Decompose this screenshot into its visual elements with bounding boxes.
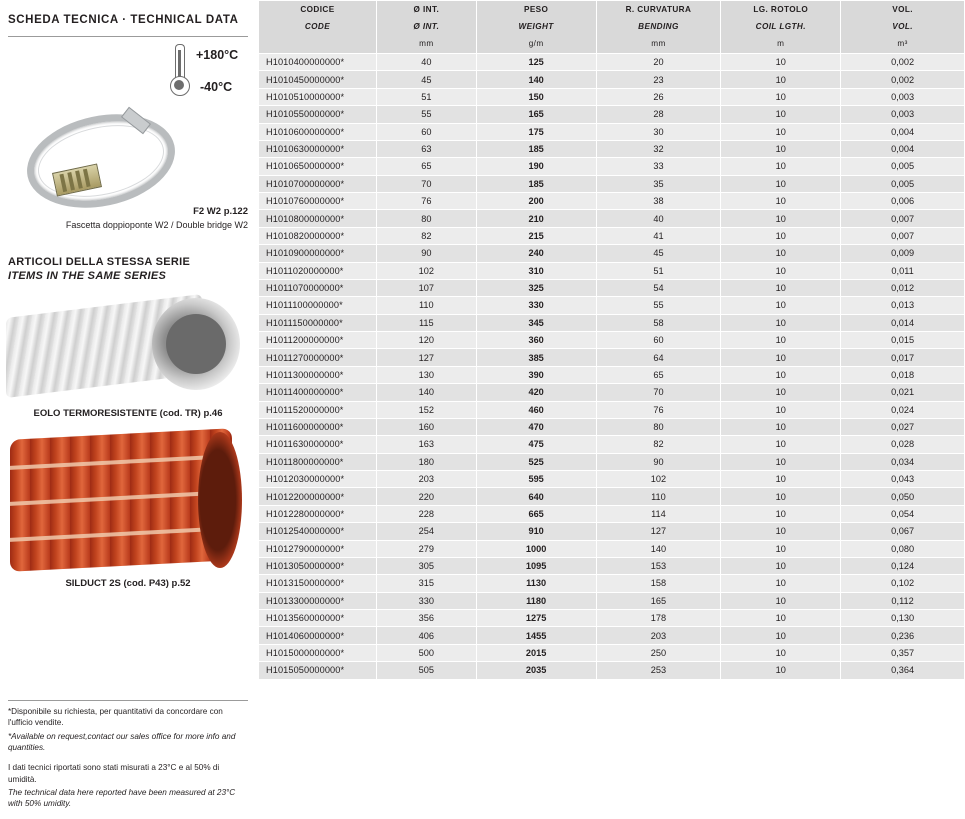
table-row bbox=[259, 662, 965, 679]
cell-weight: 175 bbox=[476, 123, 596, 140]
cell-coil: 10 bbox=[721, 557, 841, 574]
cell-bending: 20 bbox=[596, 54, 721, 71]
cell-volume: 0,027 bbox=[841, 418, 965, 435]
cell-diameter: 160 bbox=[376, 418, 476, 435]
col-header-diameter-it: Ø INT. bbox=[376, 1, 476, 19]
left-info-panel bbox=[0, 0, 258, 816]
cell-diameter: 70 bbox=[376, 175, 476, 192]
table-row bbox=[259, 418, 965, 435]
cell-code: H1012030000000* bbox=[259, 471, 377, 488]
cell-volume: 0,130 bbox=[841, 610, 965, 627]
cell-bending: 250 bbox=[596, 644, 721, 661]
cell-coil: 10 bbox=[721, 471, 841, 488]
cell-coil: 10 bbox=[721, 627, 841, 644]
cell-bending: 165 bbox=[596, 592, 721, 609]
cell-weight: 420 bbox=[476, 384, 596, 401]
table-head bbox=[259, 1, 965, 54]
cell-coil: 10 bbox=[721, 71, 841, 88]
cell-diameter: 203 bbox=[376, 471, 476, 488]
table-row bbox=[259, 106, 965, 123]
cell-coil: 10 bbox=[721, 158, 841, 175]
cell-weight: 165 bbox=[476, 106, 596, 123]
cell-volume: 0,021 bbox=[841, 384, 965, 401]
cell-bending: 82 bbox=[596, 436, 721, 453]
cell-code: H1010510000000* bbox=[259, 88, 377, 105]
cell-diameter: 127 bbox=[376, 349, 476, 366]
cell-bending: 178 bbox=[596, 610, 721, 627]
cell-weight: 1130 bbox=[476, 575, 596, 592]
cell-bending: 41 bbox=[596, 227, 721, 244]
cell-code: H1011300000000* bbox=[259, 366, 377, 383]
cell-bending: 64 bbox=[596, 349, 721, 366]
series-title-en: ITEMS IN THE SAME SERIES bbox=[8, 270, 167, 282]
cell-volume: 0,112 bbox=[841, 592, 965, 609]
cell-coil: 10 bbox=[721, 245, 841, 262]
footnotes bbox=[8, 706, 238, 819]
cell-volume: 0,034 bbox=[841, 453, 965, 470]
unit-bending: mm bbox=[596, 35, 721, 54]
cell-bending: 45 bbox=[596, 245, 721, 262]
cell-diameter: 279 bbox=[376, 540, 476, 557]
divider-bottom bbox=[8, 700, 248, 701]
cell-weight: 1095 bbox=[476, 557, 596, 574]
table-row bbox=[259, 627, 965, 644]
cell-code: H1011020000000* bbox=[259, 262, 377, 279]
table-row bbox=[259, 88, 965, 105]
cell-diameter: 55 bbox=[376, 106, 476, 123]
cell-coil: 10 bbox=[721, 366, 841, 383]
cell-code: H1011270000000* bbox=[259, 349, 377, 366]
cell-coil: 10 bbox=[721, 227, 841, 244]
technical-data-table bbox=[258, 0, 965, 680]
cell-volume: 0,054 bbox=[841, 505, 965, 522]
cell-diameter: 220 bbox=[376, 488, 476, 505]
cell-code: H1011400000000* bbox=[259, 384, 377, 401]
cell-code: H1013150000000* bbox=[259, 575, 377, 592]
cell-diameter: 45 bbox=[376, 71, 476, 88]
cell-code: H1012540000000* bbox=[259, 523, 377, 540]
cell-weight: 595 bbox=[476, 471, 596, 488]
series-title-it: ARTICOLI DELLA STESSA SERIE bbox=[8, 256, 191, 268]
cell-code: H1011800000000* bbox=[259, 453, 377, 470]
cell-volume: 0,067 bbox=[841, 523, 965, 540]
unit-weight: g/m bbox=[476, 35, 596, 54]
cell-volume: 0,012 bbox=[841, 279, 965, 296]
cell-coil: 10 bbox=[721, 88, 841, 105]
cell-code: H1010600000000* bbox=[259, 123, 377, 140]
divider-top bbox=[8, 36, 248, 37]
cell-code: H1011100000000* bbox=[259, 297, 377, 314]
hose-clamp-image bbox=[10, 110, 210, 205]
cell-bending: 203 bbox=[596, 627, 721, 644]
cell-volume: 0,003 bbox=[841, 88, 965, 105]
cell-diameter: 65 bbox=[376, 158, 476, 175]
table-row bbox=[259, 471, 965, 488]
cell-volume: 0,017 bbox=[841, 349, 965, 366]
cell-coil: 10 bbox=[721, 418, 841, 435]
cell-volume: 0,102 bbox=[841, 575, 965, 592]
cell-bending: 54 bbox=[596, 279, 721, 296]
cell-code: H1010550000000* bbox=[259, 106, 377, 123]
temperature-min: -40°C bbox=[200, 80, 233, 94]
cell-diameter: 500 bbox=[376, 644, 476, 661]
table-row bbox=[259, 158, 965, 175]
cell-diameter: 180 bbox=[376, 453, 476, 470]
col-header-coil-it: LG. ROTOLO bbox=[721, 1, 841, 19]
cell-diameter: 356 bbox=[376, 610, 476, 627]
cell-coil: 10 bbox=[721, 297, 841, 314]
cell-volume: 0,006 bbox=[841, 193, 965, 210]
cell-diameter: 107 bbox=[376, 279, 476, 296]
cell-diameter: 140 bbox=[376, 384, 476, 401]
cell-diameter: 63 bbox=[376, 140, 476, 157]
cell-weight: 185 bbox=[476, 140, 596, 157]
table-body bbox=[259, 54, 965, 680]
cell-code: H1015000000000* bbox=[259, 644, 377, 661]
cell-code: H1011150000000* bbox=[259, 314, 377, 331]
cell-diameter: 51 bbox=[376, 88, 476, 105]
thermometer-icon bbox=[168, 44, 190, 100]
cell-volume: 0,357 bbox=[841, 644, 965, 661]
cell-diameter: 110 bbox=[376, 297, 476, 314]
cell-weight: 345 bbox=[476, 314, 596, 331]
cell-bending: 70 bbox=[596, 384, 721, 401]
cell-coil: 10 bbox=[721, 279, 841, 296]
cell-volume: 0,011 bbox=[841, 262, 965, 279]
cell-volume: 0,043 bbox=[841, 471, 965, 488]
cell-bending: 55 bbox=[596, 297, 721, 314]
cell-bending: 110 bbox=[596, 488, 721, 505]
cell-diameter: 90 bbox=[376, 245, 476, 262]
col-header-code-it: CODICE bbox=[259, 1, 377, 19]
cell-code: H1010400000000* bbox=[259, 54, 377, 71]
table-row bbox=[259, 592, 965, 609]
cell-bending: 51 bbox=[596, 262, 721, 279]
table-row bbox=[259, 401, 965, 418]
table-row bbox=[259, 366, 965, 383]
cell-coil: 10 bbox=[721, 523, 841, 540]
cell-code: H1011600000000* bbox=[259, 418, 377, 435]
cell-diameter: 130 bbox=[376, 366, 476, 383]
table-row bbox=[259, 262, 965, 279]
cell-diameter: 305 bbox=[376, 557, 476, 574]
cell-diameter: 60 bbox=[376, 123, 476, 140]
table-row bbox=[259, 210, 965, 227]
cell-coil: 10 bbox=[721, 140, 841, 157]
cell-coil: 10 bbox=[721, 488, 841, 505]
cell-code: H1013560000000* bbox=[259, 610, 377, 627]
temperature-max: +180°C bbox=[196, 48, 239, 62]
cell-weight: 1275 bbox=[476, 610, 596, 627]
table-row bbox=[259, 384, 965, 401]
cell-coil: 10 bbox=[721, 314, 841, 331]
cell-volume: 0,009 bbox=[841, 245, 965, 262]
table-row bbox=[259, 227, 965, 244]
cell-volume: 0,007 bbox=[841, 227, 965, 244]
cell-coil: 10 bbox=[721, 210, 841, 227]
cell-weight: 1180 bbox=[476, 592, 596, 609]
cell-coil: 10 bbox=[721, 123, 841, 140]
cell-code: H1011520000000* bbox=[259, 401, 377, 418]
cell-code: H1015050000000* bbox=[259, 662, 377, 679]
cell-weight: 460 bbox=[476, 401, 596, 418]
table-row bbox=[259, 523, 965, 540]
cell-volume: 0,003 bbox=[841, 106, 965, 123]
cell-coil: 10 bbox=[721, 401, 841, 418]
cell-coil: 10 bbox=[721, 592, 841, 609]
table-row bbox=[259, 140, 965, 157]
table-row bbox=[259, 123, 965, 140]
cell-volume: 0,005 bbox=[841, 175, 965, 192]
cell-bending: 28 bbox=[596, 106, 721, 123]
cell-coil: 10 bbox=[721, 193, 841, 210]
cell-code: H1010760000000* bbox=[259, 193, 377, 210]
cell-code: H1013050000000* bbox=[259, 557, 377, 574]
table-row bbox=[259, 644, 965, 661]
cell-code: H1012200000000* bbox=[259, 488, 377, 505]
cell-weight: 125 bbox=[476, 54, 596, 71]
col-header-weight-en: WEIGHT bbox=[476, 18, 596, 35]
cell-bending: 76 bbox=[596, 401, 721, 418]
cell-code: H1011200000000* bbox=[259, 332, 377, 349]
cell-weight: 330 bbox=[476, 297, 596, 314]
cell-bending: 23 bbox=[596, 71, 721, 88]
cell-volume: 0,024 bbox=[841, 401, 965, 418]
header-row-en bbox=[259, 18, 965, 35]
cell-coil: 10 bbox=[721, 436, 841, 453]
product1-caption: EOLO TERMORESISTENTE (cod. TR) p.46 bbox=[33, 408, 223, 419]
unit-coil: m bbox=[721, 35, 841, 54]
cell-coil: 10 bbox=[721, 262, 841, 279]
cell-code: H1010650000000* bbox=[259, 158, 377, 175]
cell-code: H1012280000000* bbox=[259, 505, 377, 522]
table-row bbox=[259, 332, 965, 349]
cell-weight: 200 bbox=[476, 193, 596, 210]
cell-code: H1012790000000* bbox=[259, 540, 377, 557]
product2-caption: SILDUCT 2S (cod. P43) p.52 bbox=[65, 578, 191, 589]
cell-code: H1010820000000* bbox=[259, 227, 377, 244]
cell-weight: 310 bbox=[476, 262, 596, 279]
cell-bending: 90 bbox=[596, 453, 721, 470]
cell-bending: 33 bbox=[596, 158, 721, 175]
cell-bending: 65 bbox=[596, 366, 721, 383]
cell-weight: 150 bbox=[476, 88, 596, 105]
col-header-code-en: CODE bbox=[259, 18, 377, 35]
table-row bbox=[259, 349, 965, 366]
page-title: SCHEDA TECNICA · TECHNICAL DATA bbox=[8, 14, 239, 26]
cell-bending: 35 bbox=[596, 175, 721, 192]
cell-code: H1011070000000* bbox=[259, 279, 377, 296]
table-row bbox=[259, 245, 965, 262]
cell-weight: 215 bbox=[476, 227, 596, 244]
table-row bbox=[259, 314, 965, 331]
cell-diameter: 330 bbox=[376, 592, 476, 609]
cell-weight: 185 bbox=[476, 175, 596, 192]
cell-coil: 10 bbox=[721, 175, 841, 192]
cell-bending: 80 bbox=[596, 418, 721, 435]
cell-bending: 153 bbox=[596, 557, 721, 574]
header-row-units bbox=[259, 35, 965, 54]
cell-code: H1010800000000* bbox=[259, 210, 377, 227]
cell-volume: 0,364 bbox=[841, 662, 965, 679]
cell-weight: 470 bbox=[476, 418, 596, 435]
table-row bbox=[259, 505, 965, 522]
cell-volume: 0,080 bbox=[841, 540, 965, 557]
cell-code: H1010900000000* bbox=[259, 245, 377, 262]
col-header-diameter-en: Ø INT. bbox=[376, 18, 476, 35]
cell-coil: 10 bbox=[721, 54, 841, 71]
footnote-availability-en: *Available on request,contact our sales office for more info and quantities. bbox=[8, 731, 236, 752]
cell-weight: 475 bbox=[476, 436, 596, 453]
cell-volume: 0,005 bbox=[841, 158, 965, 175]
cell-bending: 40 bbox=[596, 210, 721, 227]
cell-code: H1010450000000* bbox=[259, 71, 377, 88]
cell-diameter: 152 bbox=[376, 401, 476, 418]
cell-bending: 38 bbox=[596, 193, 721, 210]
cell-weight: 140 bbox=[476, 71, 596, 88]
cell-weight: 910 bbox=[476, 523, 596, 540]
cell-coil: 10 bbox=[721, 106, 841, 123]
cell-diameter: 120 bbox=[376, 332, 476, 349]
cell-volume: 0,002 bbox=[841, 71, 965, 88]
cell-weight: 390 bbox=[476, 366, 596, 383]
cell-coil: 10 bbox=[721, 644, 841, 661]
cell-code: H1010630000000* bbox=[259, 140, 377, 157]
cell-code: H1011630000000* bbox=[259, 436, 377, 453]
cell-bending: 140 bbox=[596, 540, 721, 557]
cell-volume: 0,236 bbox=[841, 627, 965, 644]
table-row bbox=[259, 54, 965, 71]
cell-bending: 253 bbox=[596, 662, 721, 679]
cell-diameter: 228 bbox=[376, 505, 476, 522]
table-row bbox=[259, 557, 965, 574]
cell-bending: 158 bbox=[596, 575, 721, 592]
cell-weight: 1000 bbox=[476, 540, 596, 557]
cell-code: H1013300000000* bbox=[259, 592, 377, 609]
unit-volume: m³ bbox=[841, 35, 965, 54]
table-row bbox=[259, 71, 965, 88]
cell-diameter: 406 bbox=[376, 627, 476, 644]
cell-weight: 190 bbox=[476, 158, 596, 175]
cell-weight: 640 bbox=[476, 488, 596, 505]
cell-coil: 10 bbox=[721, 662, 841, 679]
unit-code bbox=[259, 35, 377, 54]
table-row bbox=[259, 575, 965, 592]
cell-diameter: 40 bbox=[376, 54, 476, 71]
col-header-bending-it: R. CURVATURA bbox=[596, 1, 721, 19]
technical-data-table-wrap bbox=[258, 0, 965, 816]
col-header-volume-en: VOL. bbox=[841, 18, 965, 35]
cell-diameter: 115 bbox=[376, 314, 476, 331]
table-row bbox=[259, 488, 965, 505]
col-header-weight-it: PESO bbox=[476, 1, 596, 19]
table-row bbox=[259, 610, 965, 627]
table-row bbox=[259, 297, 965, 314]
cell-volume: 0,004 bbox=[841, 123, 965, 140]
table-row bbox=[259, 193, 965, 210]
table-row bbox=[259, 436, 965, 453]
cell-coil: 10 bbox=[721, 453, 841, 470]
cell-volume: 0,018 bbox=[841, 366, 965, 383]
cell-bending: 114 bbox=[596, 505, 721, 522]
cell-diameter: 82 bbox=[376, 227, 476, 244]
footnote-availability-it: *Disponibile su richiesta, per quantitativi da concordare con l'ufficio vendite. bbox=[8, 707, 223, 728]
cell-weight: 385 bbox=[476, 349, 596, 366]
red-hose-image bbox=[10, 434, 242, 574]
cell-diameter: 76 bbox=[376, 193, 476, 210]
cell-diameter: 505 bbox=[376, 662, 476, 679]
header-row-it bbox=[259, 1, 965, 19]
cell-volume: 0,002 bbox=[841, 54, 965, 71]
cell-volume: 0,028 bbox=[841, 436, 965, 453]
cell-bending: 127 bbox=[596, 523, 721, 540]
cell-volume: 0,014 bbox=[841, 314, 965, 331]
col-header-coil-en: COIL LGTH. bbox=[721, 18, 841, 35]
cell-bending: 102 bbox=[596, 471, 721, 488]
cell-code: H1010700000000* bbox=[259, 175, 377, 192]
cell-volume: 0,050 bbox=[841, 488, 965, 505]
col-header-volume-it: VOL. bbox=[841, 1, 965, 19]
unit-diameter: mm bbox=[376, 35, 476, 54]
cell-weight: 240 bbox=[476, 245, 596, 262]
cell-volume: 0,015 bbox=[841, 332, 965, 349]
cell-coil: 10 bbox=[721, 540, 841, 557]
table-row bbox=[259, 453, 965, 470]
cell-weight: 360 bbox=[476, 332, 596, 349]
clamp-reference: F2 W2 p.122 bbox=[193, 206, 248, 217]
cell-volume: 0,013 bbox=[841, 297, 965, 314]
cell-diameter: 163 bbox=[376, 436, 476, 453]
cell-coil: 10 bbox=[721, 349, 841, 366]
cell-weight: 525 bbox=[476, 453, 596, 470]
cell-diameter: 254 bbox=[376, 523, 476, 540]
cell-weight: 325 bbox=[476, 279, 596, 296]
col-header-bending-en: BENDING bbox=[596, 18, 721, 35]
grey-hose-image bbox=[6, 292, 246, 402]
cell-weight: 665 bbox=[476, 505, 596, 522]
cell-volume: 0,004 bbox=[841, 140, 965, 157]
footnote-measurement-it: I dati tecnici riportati sono stati misurati a 23°C e al 50% di umidità. bbox=[8, 763, 220, 784]
cell-weight: 2015 bbox=[476, 644, 596, 661]
cell-diameter: 80 bbox=[376, 210, 476, 227]
cell-diameter: 315 bbox=[376, 575, 476, 592]
cell-weight: 1455 bbox=[476, 627, 596, 644]
cell-weight: 2035 bbox=[476, 662, 596, 679]
cell-bending: 60 bbox=[596, 332, 721, 349]
cell-coil: 10 bbox=[721, 575, 841, 592]
cell-weight: 210 bbox=[476, 210, 596, 227]
table-row bbox=[259, 279, 965, 296]
cell-coil: 10 bbox=[721, 505, 841, 522]
footnote-measurement-en: The technical data here reported have been measured at 23°C with 50% umidity. bbox=[8, 787, 236, 809]
cell-bending: 30 bbox=[596, 123, 721, 140]
cell-bending: 26 bbox=[596, 88, 721, 105]
cell-bending: 32 bbox=[596, 140, 721, 157]
cell-coil: 10 bbox=[721, 384, 841, 401]
cell-volume: 0,124 bbox=[841, 557, 965, 574]
table-row bbox=[259, 540, 965, 557]
cell-code: H1014060000000* bbox=[259, 627, 377, 644]
cell-diameter: 102 bbox=[376, 262, 476, 279]
cell-coil: 10 bbox=[721, 332, 841, 349]
cell-coil: 10 bbox=[721, 610, 841, 627]
cell-bending: 58 bbox=[596, 314, 721, 331]
clamp-caption: Fascetta doppioponte W2 / Double bridge W2 bbox=[65, 220, 248, 230]
cell-volume: 0,007 bbox=[841, 210, 965, 227]
table-row bbox=[259, 175, 965, 192]
